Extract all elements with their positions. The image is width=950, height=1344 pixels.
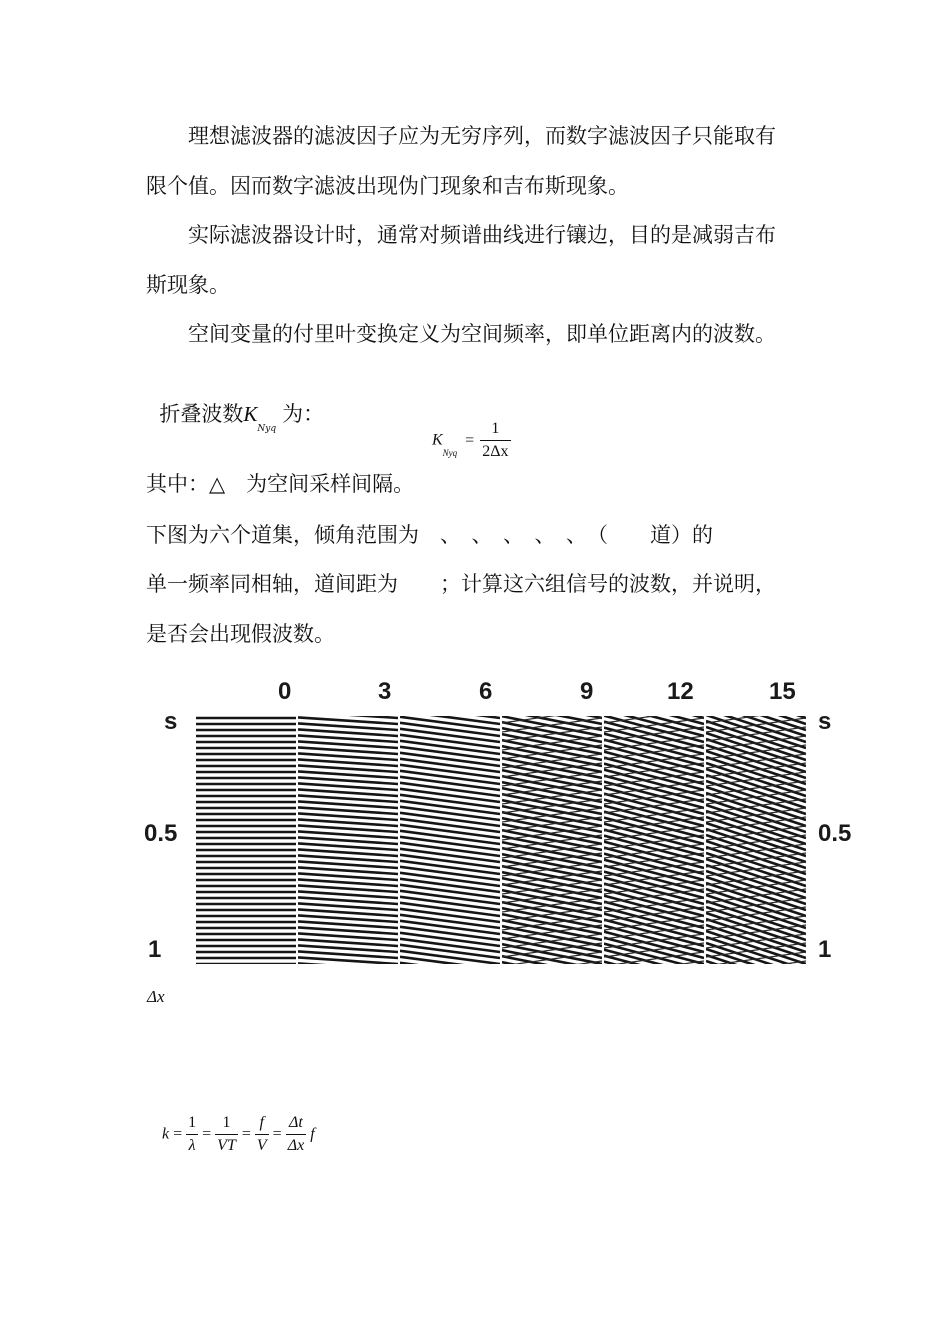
wn-tail-f: f xyxy=(310,1125,315,1143)
event-line xyxy=(298,951,398,958)
where-line: 其中：△ 为空间采样间隔。 xyxy=(146,472,415,496)
event-line xyxy=(400,759,500,772)
event-line xyxy=(400,951,500,964)
left-tick-0-5: 0.5 xyxy=(144,820,178,847)
wn-frac-2 xyxy=(215,1112,238,1157)
event-line xyxy=(400,891,500,904)
event-line xyxy=(400,801,500,814)
formula-equals: = xyxy=(465,431,475,449)
alias-line xyxy=(706,889,806,903)
alias-line xyxy=(706,907,806,921)
wn-frac-3-num: f xyxy=(255,1112,269,1135)
event-line xyxy=(400,789,500,802)
event-line xyxy=(400,843,500,856)
paragraph-1-line-1: 理想滤波器的滤波因子应为无穷序列，而数字滤波因子只能取有 xyxy=(188,124,776,148)
event-line xyxy=(298,729,398,736)
gather-panel-3 xyxy=(298,716,398,964)
event-line xyxy=(298,855,398,862)
event-line xyxy=(298,873,398,880)
formula-nyq-subscript: Nyq xyxy=(442,448,458,459)
event-line xyxy=(298,813,398,820)
event-line xyxy=(400,837,500,850)
alias-line xyxy=(706,835,806,849)
event-line xyxy=(298,771,398,778)
alias-line xyxy=(706,799,806,813)
event-line xyxy=(400,933,500,946)
event-line xyxy=(400,831,500,844)
k-symbol: K xyxy=(243,402,258,426)
event-line xyxy=(400,897,500,910)
left-tick-1: 1 xyxy=(148,936,162,963)
event-line xyxy=(298,717,398,724)
event-line xyxy=(298,915,398,922)
event-line xyxy=(298,753,398,760)
event-line xyxy=(400,915,500,928)
event-line xyxy=(298,867,398,874)
event-line xyxy=(298,843,398,850)
event-line xyxy=(298,957,398,964)
event-line xyxy=(400,747,500,760)
event-line xyxy=(400,717,500,730)
nyquist-formula xyxy=(432,418,511,463)
alias-line xyxy=(706,817,806,831)
event-line xyxy=(298,897,398,904)
panel-label-15: 15 xyxy=(769,678,796,705)
event-line xyxy=(400,921,500,934)
event-line xyxy=(706,949,806,964)
alias-line xyxy=(706,925,806,939)
event-line xyxy=(298,891,398,898)
event-line xyxy=(400,795,500,808)
event-line xyxy=(298,849,398,856)
event-line xyxy=(298,801,398,808)
event-line xyxy=(298,831,398,838)
wn-frac-1 xyxy=(186,1112,198,1157)
event-line xyxy=(298,789,398,796)
right-tick-0-5: 0.5 xyxy=(818,820,852,847)
event-line xyxy=(298,759,398,766)
event-line xyxy=(298,795,398,802)
event-line xyxy=(298,837,398,844)
panel-label-9: 9 xyxy=(580,678,594,705)
event-line xyxy=(400,867,500,880)
wn-eq-1: = xyxy=(173,1125,183,1143)
task-line-2: 单一频率同相轴，道间距为 ；计算这六组信号的波数，并说明， xyxy=(146,572,776,596)
event-line xyxy=(400,855,500,868)
event-line xyxy=(400,771,500,784)
event-line xyxy=(400,729,500,742)
event-line xyxy=(298,777,398,784)
event-line xyxy=(298,939,398,946)
formula-fraction xyxy=(480,418,510,463)
event-line xyxy=(298,927,398,934)
wn-frac-4-num: Δt xyxy=(286,1112,307,1135)
event-line xyxy=(298,723,398,730)
panel-label-12: 12 xyxy=(667,678,694,705)
panel-label-3: 3 xyxy=(378,678,392,705)
event-line xyxy=(298,741,398,748)
event-line xyxy=(298,765,398,772)
task-line-3: 是否会出现假波数。 xyxy=(146,622,335,646)
formula-numerator: 1 xyxy=(480,418,510,441)
event-line xyxy=(400,753,500,766)
wn-frac-3 xyxy=(255,1112,269,1157)
gather-panels xyxy=(196,716,808,964)
wn-eq-4: = xyxy=(272,1125,282,1143)
alias-line xyxy=(706,943,806,957)
event-line xyxy=(298,879,398,886)
paragraph-2-line-1: 实际滤波器设计时，通常对频谱曲线进行镶边，目的是减弱吉布 xyxy=(188,223,776,247)
event-line xyxy=(400,783,500,796)
formula-denominator: 2Δx xyxy=(482,443,509,460)
wn-frac-2-num: 1 xyxy=(215,1112,238,1135)
seismic-gather-figure xyxy=(140,672,860,972)
wavenumber-formula xyxy=(162,1112,315,1157)
event-line xyxy=(400,879,500,892)
gather-panel-15 xyxy=(706,716,806,964)
event-line xyxy=(400,873,500,886)
paragraph-3-line-2 xyxy=(146,369,324,434)
wn-frac-1-num: 1 xyxy=(186,1112,198,1135)
panel-label-6: 6 xyxy=(479,678,493,705)
alias-line xyxy=(706,781,806,795)
formula-k-symbol: K xyxy=(432,431,443,449)
event-line xyxy=(298,783,398,790)
alias-line xyxy=(706,727,806,741)
event-line xyxy=(298,885,398,892)
right-axis-unit: s xyxy=(818,708,832,735)
right-tick-1: 1 xyxy=(818,936,832,963)
task-line-1: 下图为六个道集，倾角范围为 、 、 、 、 、 （ 道）的 xyxy=(146,523,713,547)
event-line xyxy=(298,807,398,814)
event-line xyxy=(400,777,500,790)
event-line xyxy=(400,903,500,916)
event-line xyxy=(298,921,398,928)
wn-frac-2-den: VT xyxy=(217,1137,236,1154)
event-line xyxy=(400,723,500,736)
wn-eq-3: = xyxy=(241,1125,251,1143)
gather-panel-12 xyxy=(604,716,704,964)
nyq-subscript: Nyq xyxy=(257,424,277,434)
event-line xyxy=(400,945,500,958)
event-line xyxy=(400,813,500,826)
wn-k: k xyxy=(162,1125,170,1143)
paragraph-2-line-2: 斯现象。 xyxy=(146,273,230,297)
gather-panel-0 xyxy=(196,716,296,964)
event-line xyxy=(400,819,500,832)
alias-line xyxy=(706,745,806,759)
wn-frac-1-den: λ xyxy=(188,1137,196,1154)
event-line xyxy=(400,765,500,778)
paragraph-3-line-1: 空间变量的付里叶变换定义为空间频率，即单位距离内的波数。 xyxy=(188,322,776,346)
event-line xyxy=(298,819,398,826)
event-line xyxy=(400,741,500,754)
event-line xyxy=(298,747,398,754)
folding-wavenumber-text: 折叠波数 xyxy=(159,402,244,426)
alias-line xyxy=(706,871,806,885)
wn-eq-2: = xyxy=(202,1125,212,1143)
gather-panel-6 xyxy=(400,716,500,964)
event-line xyxy=(298,933,398,940)
gather-panel-9 xyxy=(502,716,602,964)
wn-frac-3-den: V xyxy=(256,1137,267,1154)
event-line xyxy=(298,735,398,742)
event-line xyxy=(298,825,398,832)
event-line xyxy=(298,861,398,868)
panel-label-0: 0 xyxy=(278,678,292,705)
colon-text: 为： xyxy=(282,402,325,426)
wn-frac-4-den: Δx xyxy=(287,1137,305,1154)
delta-x-label: Δx xyxy=(147,987,165,1006)
event-line xyxy=(400,927,500,940)
event-line xyxy=(400,825,500,838)
event-line xyxy=(400,861,500,874)
alias-line xyxy=(706,763,806,777)
alias-line xyxy=(706,853,806,867)
event-line xyxy=(298,909,398,916)
wn-frac-4 xyxy=(286,1112,307,1157)
left-axis-unit: s xyxy=(164,708,178,735)
event-line xyxy=(400,735,500,748)
event-line xyxy=(298,945,398,952)
event-line xyxy=(400,807,500,820)
event-line xyxy=(400,885,500,898)
event-line xyxy=(400,849,500,862)
event-line xyxy=(400,909,500,922)
paragraph-1-line-2: 限个值。因而数字滤波出现伪门现象和吉布斯现象。 xyxy=(146,174,629,198)
event-line xyxy=(298,903,398,910)
event-line xyxy=(400,939,500,952)
